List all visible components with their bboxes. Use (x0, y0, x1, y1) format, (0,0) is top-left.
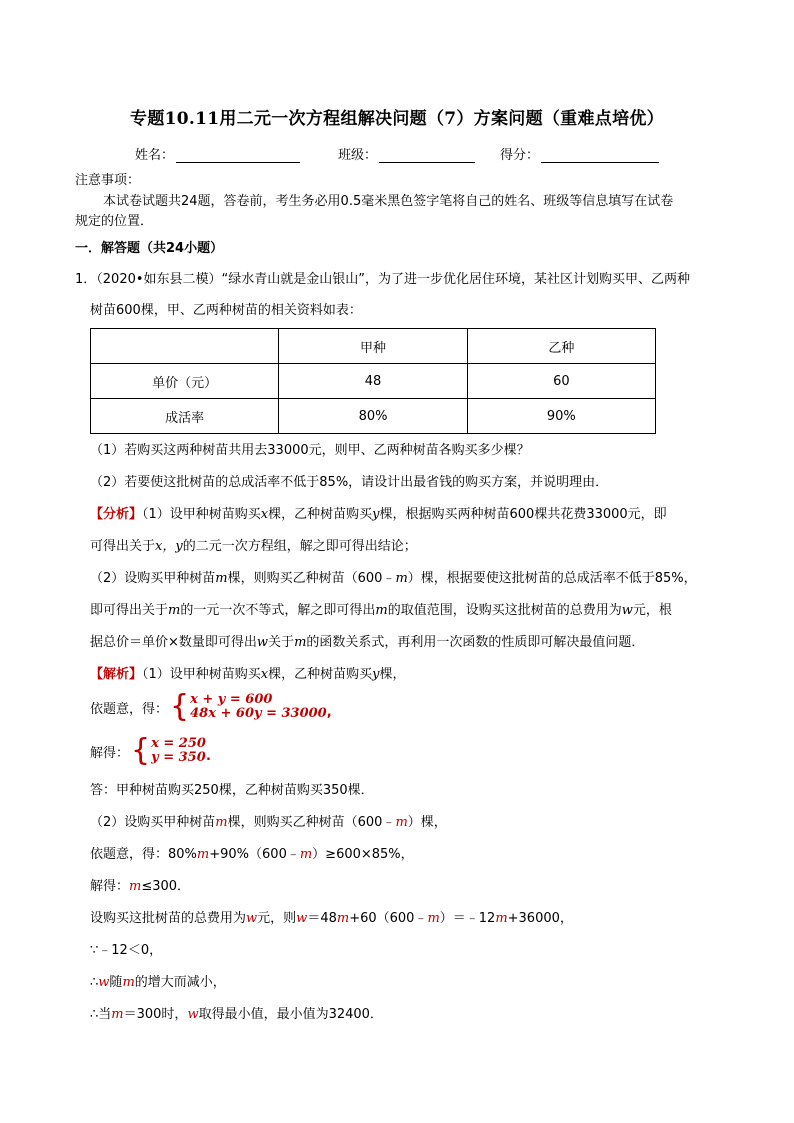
math-var: m (129, 879, 142, 894)
analysis-line-1 (90, 504, 740, 526)
brace-icon: { (131, 733, 151, 768)
solution-tag: 【解析】 (90, 667, 143, 682)
math-var: m (168, 603, 181, 618)
analysis-line-5 (90, 632, 740, 654)
text-span: +60（600﹣ (349, 911, 428, 926)
solution-line-7 (90, 876, 730, 898)
math-var: w (256, 635, 269, 650)
text-span: 可得出关于 (90, 539, 156, 554)
text-span: 棵，则购买乙种树苗（600﹣ (227, 571, 396, 586)
text-span: 的二元一次方程组，解之即可得出结论； (182, 539, 417, 554)
section-heading: 一．解答题（共24小题） (75, 241, 224, 256)
text-span: （2）设购买甲种树苗 (90, 815, 216, 830)
notice-body-2: 规定的位置． (75, 214, 154, 229)
score-label: 得分： (500, 148, 540, 163)
math-var: m (122, 975, 135, 990)
solution-line-10 (90, 972, 730, 994)
text-span: 取得最小值，最小值为32400． (198, 1007, 383, 1022)
table-cell: 48 (279, 364, 467, 399)
math-var: m (375, 603, 388, 618)
brace-icon: { (170, 689, 190, 724)
equation-line: 48x + 60y = 33000 (190, 706, 327, 721)
text-span: 关于 (268, 635, 295, 650)
equation-system-1 (90, 689, 332, 724)
math-var: y (372, 667, 380, 682)
math-var: w (98, 975, 110, 990)
math-var: y (372, 507, 380, 522)
math-var: m (294, 635, 307, 650)
math-var: w (621, 603, 633, 618)
question-1-line-1: 1．（2020•如东县二模）“绿水青山就是金山银山”，为了进一步优化居住环境，某社区计划购买甲、乙两种 (75, 272, 690, 287)
text-span: ）＝﹣12 (439, 911, 496, 926)
analysis-line-3 (90, 568, 740, 590)
table-row (91, 364, 656, 399)
text-span: 设购买这批树苗的总费用为 (90, 911, 247, 926)
document-title: 专题10.11用二元一次方程组解决问题（7）方案问题（重难点培优） (130, 109, 664, 129)
solution-line-1 (90, 664, 730, 686)
score-blank (541, 148, 659, 163)
math-var: m (215, 571, 228, 586)
math-var: w (296, 911, 308, 926)
equation-line: y = 350 (151, 750, 206, 765)
table-cell: 成活率 (91, 399, 279, 434)
text-span: 棵，乙种树苗购买 (268, 667, 373, 682)
equation-line: x = 250 (151, 736, 206, 751)
text-span: （2）设购买甲种树苗 (90, 571, 216, 586)
text-span: . (205, 748, 211, 764)
seedling-table (90, 328, 656, 434)
math-var: m (395, 571, 408, 586)
text-span: 棵，乙种树苗购买 (268, 507, 373, 522)
text-span: 棵， (379, 667, 406, 682)
table-header-cell (91, 329, 279, 364)
solution-answer-1: 答：甲种树苗购买250棵，乙种树苗购买350棵． (90, 783, 374, 798)
table-header-cell: 乙种 (467, 329, 655, 364)
analysis-line-2 (90, 536, 730, 558)
math-var: x (260, 667, 269, 682)
equation-line: x + y = 600 (190, 692, 273, 707)
text-span: ∴ (90, 975, 99, 990)
text-span: （1）设甲种树苗购买 (142, 507, 261, 522)
table-cell: 60 (467, 364, 655, 399)
equation-pair (151, 737, 206, 765)
solution-line-9: ∵﹣12＜0， (90, 943, 163, 958)
text-span: +90%（600﹣ (209, 847, 300, 862)
table-cell: 单价（元） (91, 364, 279, 399)
solution-line-5 (90, 812, 730, 834)
class-field (338, 144, 475, 163)
text-span: ）棵，根据要使这批树苗的总成活率不低于85%， (407, 571, 697, 586)
equation-system-2 (90, 733, 211, 768)
table-cell: 80% (279, 399, 467, 434)
text-span: 棵，则购买乙种树苗（600﹣ (227, 815, 396, 830)
sub-question-1: （1）若购买这两种树苗共用去33000元，则甲、乙两种树苗各购买多少棵？ (90, 443, 530, 458)
analysis-line-4 (90, 600, 740, 622)
math-var: m (215, 815, 228, 830)
text-span: 依题意，得：80% (90, 847, 197, 862)
text-span: ＝300时， (123, 1007, 188, 1022)
solution-line-6 (90, 844, 730, 866)
name-blank (176, 148, 300, 163)
name-field (135, 144, 300, 163)
text-span: （1）设甲种树苗购买 (142, 667, 261, 682)
math-var: m (395, 815, 408, 830)
solution-line-8 (90, 908, 740, 930)
text-span: 的一元一次不等式，解之即可得出 (180, 603, 376, 618)
text-span: 元，则 (257, 911, 297, 926)
class-blank (379, 148, 475, 163)
analysis-tag: 【分析】 (90, 507, 143, 522)
text-span: ∴当 (90, 1007, 112, 1022)
math-var: m (495, 911, 508, 926)
math-var: x，y (155, 539, 183, 554)
table-row (91, 399, 656, 434)
text-span: 即可得出关于 (90, 603, 169, 618)
math-var: m (299, 847, 313, 862)
math-var: w (187, 1007, 199, 1022)
text-span: ）≥600×85%， (312, 847, 414, 862)
sub-question-2: （2）若要使这批树苗的总成活率不低于85%，请设计出最省钱的购买方案，并说明理由． (90, 475, 609, 490)
notice-title: 注意事项： (75, 173, 141, 188)
score-field (500, 144, 659, 163)
text-span: 的取值范围，设购买这批树苗的总费用为 (387, 603, 622, 618)
math-var: m (336, 911, 350, 926)
text-span: ）棵， (407, 815, 447, 830)
solution-line-11 (90, 1004, 730, 1026)
question-1-line-2: 树苗600棵，甲、乙两种树苗的相关资料如表： (90, 303, 362, 318)
text-span: 解得： (90, 879, 130, 894)
text-span: 据总价＝单价×数量即可得出 (90, 635, 257, 650)
text-span: 随 (109, 975, 123, 990)
equation-pair (190, 693, 327, 721)
table-header-row (91, 329, 656, 364)
text-span: 依题意，得： (90, 701, 169, 717)
text-span: 的增大而减小， (134, 975, 226, 990)
text-span: 棵，根据购买两种树苗600棵共花费33000元，即 (379, 507, 667, 522)
class-label: 班级： (338, 148, 378, 163)
text-span: 的函数关系式，再利用一次函数的性质即可解决最值问题． (306, 635, 645, 650)
text-span: 解得： (90, 745, 130, 761)
text-span: 元，根 (632, 603, 672, 618)
math-var: m (111, 1007, 124, 1022)
text-span: , (326, 704, 332, 720)
text-span: +36000， (507, 911, 573, 926)
math-var: w (246, 911, 258, 926)
math-var: x (260, 507, 269, 522)
math-var: m (196, 847, 210, 862)
table-cell: 90% (467, 399, 655, 434)
text-span: ＝48 (307, 911, 337, 926)
name-label: 姓名： (135, 148, 175, 163)
text-span: ≤300． (141, 879, 191, 894)
table-header-cell: 甲种 (279, 329, 467, 364)
math-var: m (427, 911, 440, 926)
notice-body-1: 本试卷试题共24题，答卷前，考生务必用0.5毫米黑色签字笔将自己的姓名、班级等信息填写在试卷 (103, 194, 674, 209)
